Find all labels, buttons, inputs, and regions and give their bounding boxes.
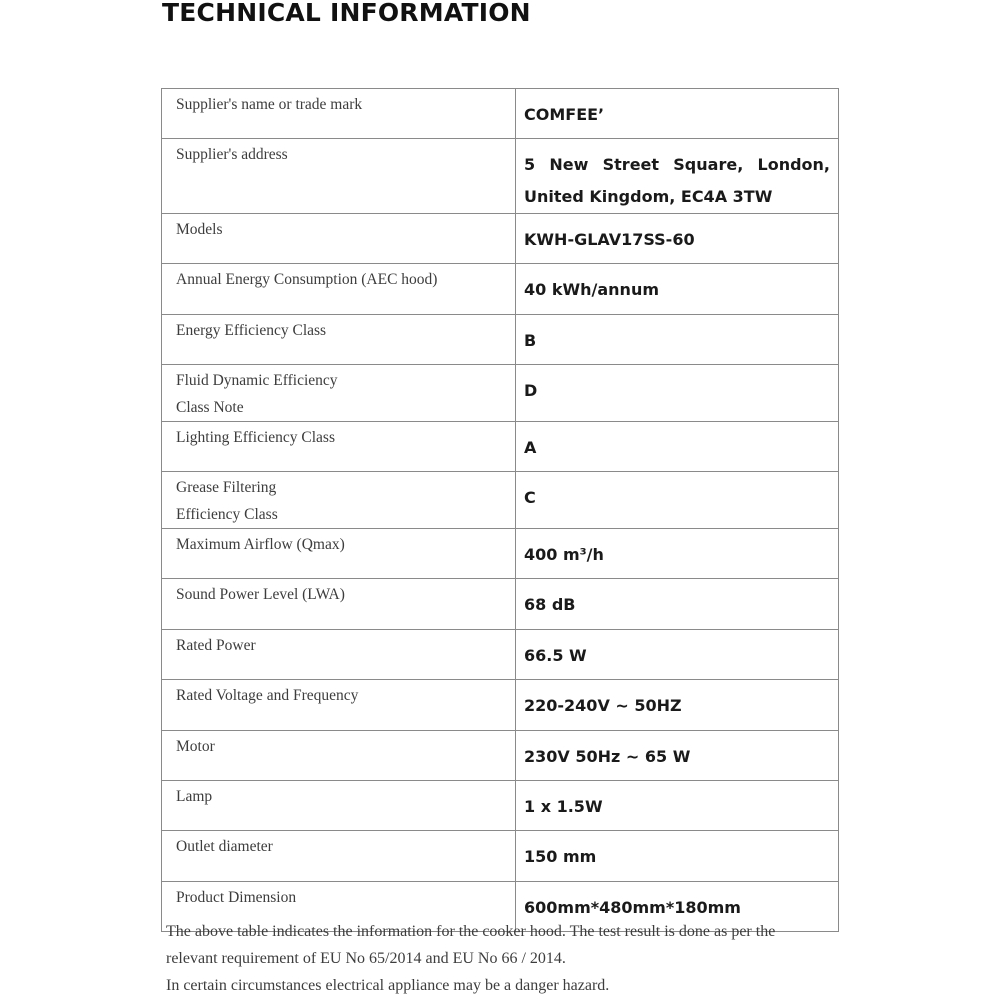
table-row xyxy=(162,781,839,831)
table-row xyxy=(162,731,839,781)
row-value-rated-voltage: 220-240V ~ 50HZ xyxy=(516,680,839,731)
row-label-fluid-dynamic: Fluid Dynamic Efficiency Class Note xyxy=(162,365,516,422)
row-label-lamp: Lamp xyxy=(162,781,516,831)
row-value-supplier-address: 5 New Street Square, London, United Kingdom, EC4A 3TW xyxy=(516,139,839,214)
row-value-annual-energy: 40 kWh/annum xyxy=(516,264,839,315)
row-value-lamp: 1 x 1.5W xyxy=(516,781,839,831)
table-row xyxy=(162,422,839,472)
row-label-outlet-diameter: Outlet diameter xyxy=(162,831,516,882)
row-value-max-airflow: 400 m³/h xyxy=(516,529,839,579)
row-label-lighting-efficiency: Lighting Efficiency Class xyxy=(162,422,516,472)
row-value-motor: 230V 50Hz ~ 65 W xyxy=(516,731,839,781)
row-label-annual-energy: Annual Energy Consumption (AEC hood) xyxy=(162,264,516,315)
footer-note-hazard: In certain circumstances electrical appliance may be a danger hazard. xyxy=(166,977,610,994)
row-label-supplier-name: Supplier's name or trade mark xyxy=(162,89,516,139)
page-title: TECHNICAL INFORMATION xyxy=(162,0,531,27)
table-row xyxy=(162,831,839,882)
table-row xyxy=(162,89,839,139)
row-label-grease-filtering: Grease Filtering Efficiency Class xyxy=(162,472,516,529)
row-value-rated-power: 66.5 W xyxy=(516,630,839,680)
row-value-supplier-name: COMFEE’ xyxy=(516,89,839,139)
table-row xyxy=(162,264,839,315)
row-value-outlet-diameter: 150 mm xyxy=(516,831,839,882)
table-row xyxy=(162,139,839,214)
table-row xyxy=(162,472,839,529)
row-value-product-dimension: 600mm*480mm*180mm xyxy=(516,882,839,932)
footer-note-test-requirements: The above table indicates the information for the cooker hood. The test result is done as per the relevant requirement of EU No 65/2014 and EU No 66 / 2014. xyxy=(166,923,776,967)
table-row xyxy=(162,529,839,579)
row-label-models: Models xyxy=(162,214,516,264)
row-label-rated-voltage: Rated Voltage and Frequency xyxy=(162,680,516,731)
row-label-energy-efficiency: Energy Efficiency Class xyxy=(162,315,516,365)
table-row xyxy=(162,630,839,680)
table-row xyxy=(162,365,839,422)
row-value-lighting-efficiency: A xyxy=(516,422,839,472)
row-value-models: KWH-GLAV17SS-60 xyxy=(516,214,839,264)
row-label-max-airflow: Maximum Airflow (Qmax) xyxy=(162,529,516,579)
row-value-sound-power: 68 dB xyxy=(516,579,839,630)
table-row xyxy=(162,315,839,365)
row-label-sound-power: Sound Power Level (LWA) xyxy=(162,579,516,630)
row-value-energy-efficiency: B xyxy=(516,315,839,365)
technical-info-table xyxy=(161,88,839,932)
row-value-grease-filtering: C xyxy=(516,472,839,529)
row-value-fluid-dynamic: D xyxy=(516,365,839,422)
row-label-product-dimension: Product Dimension xyxy=(162,882,516,932)
table-row xyxy=(162,579,839,630)
row-label-supplier-address: Supplier's address xyxy=(162,139,516,214)
table-row xyxy=(162,214,839,264)
row-label-motor: Motor xyxy=(162,731,516,781)
row-label-rated-power: Rated Power xyxy=(162,630,516,680)
footer-notes xyxy=(166,918,826,999)
table-row xyxy=(162,680,839,731)
